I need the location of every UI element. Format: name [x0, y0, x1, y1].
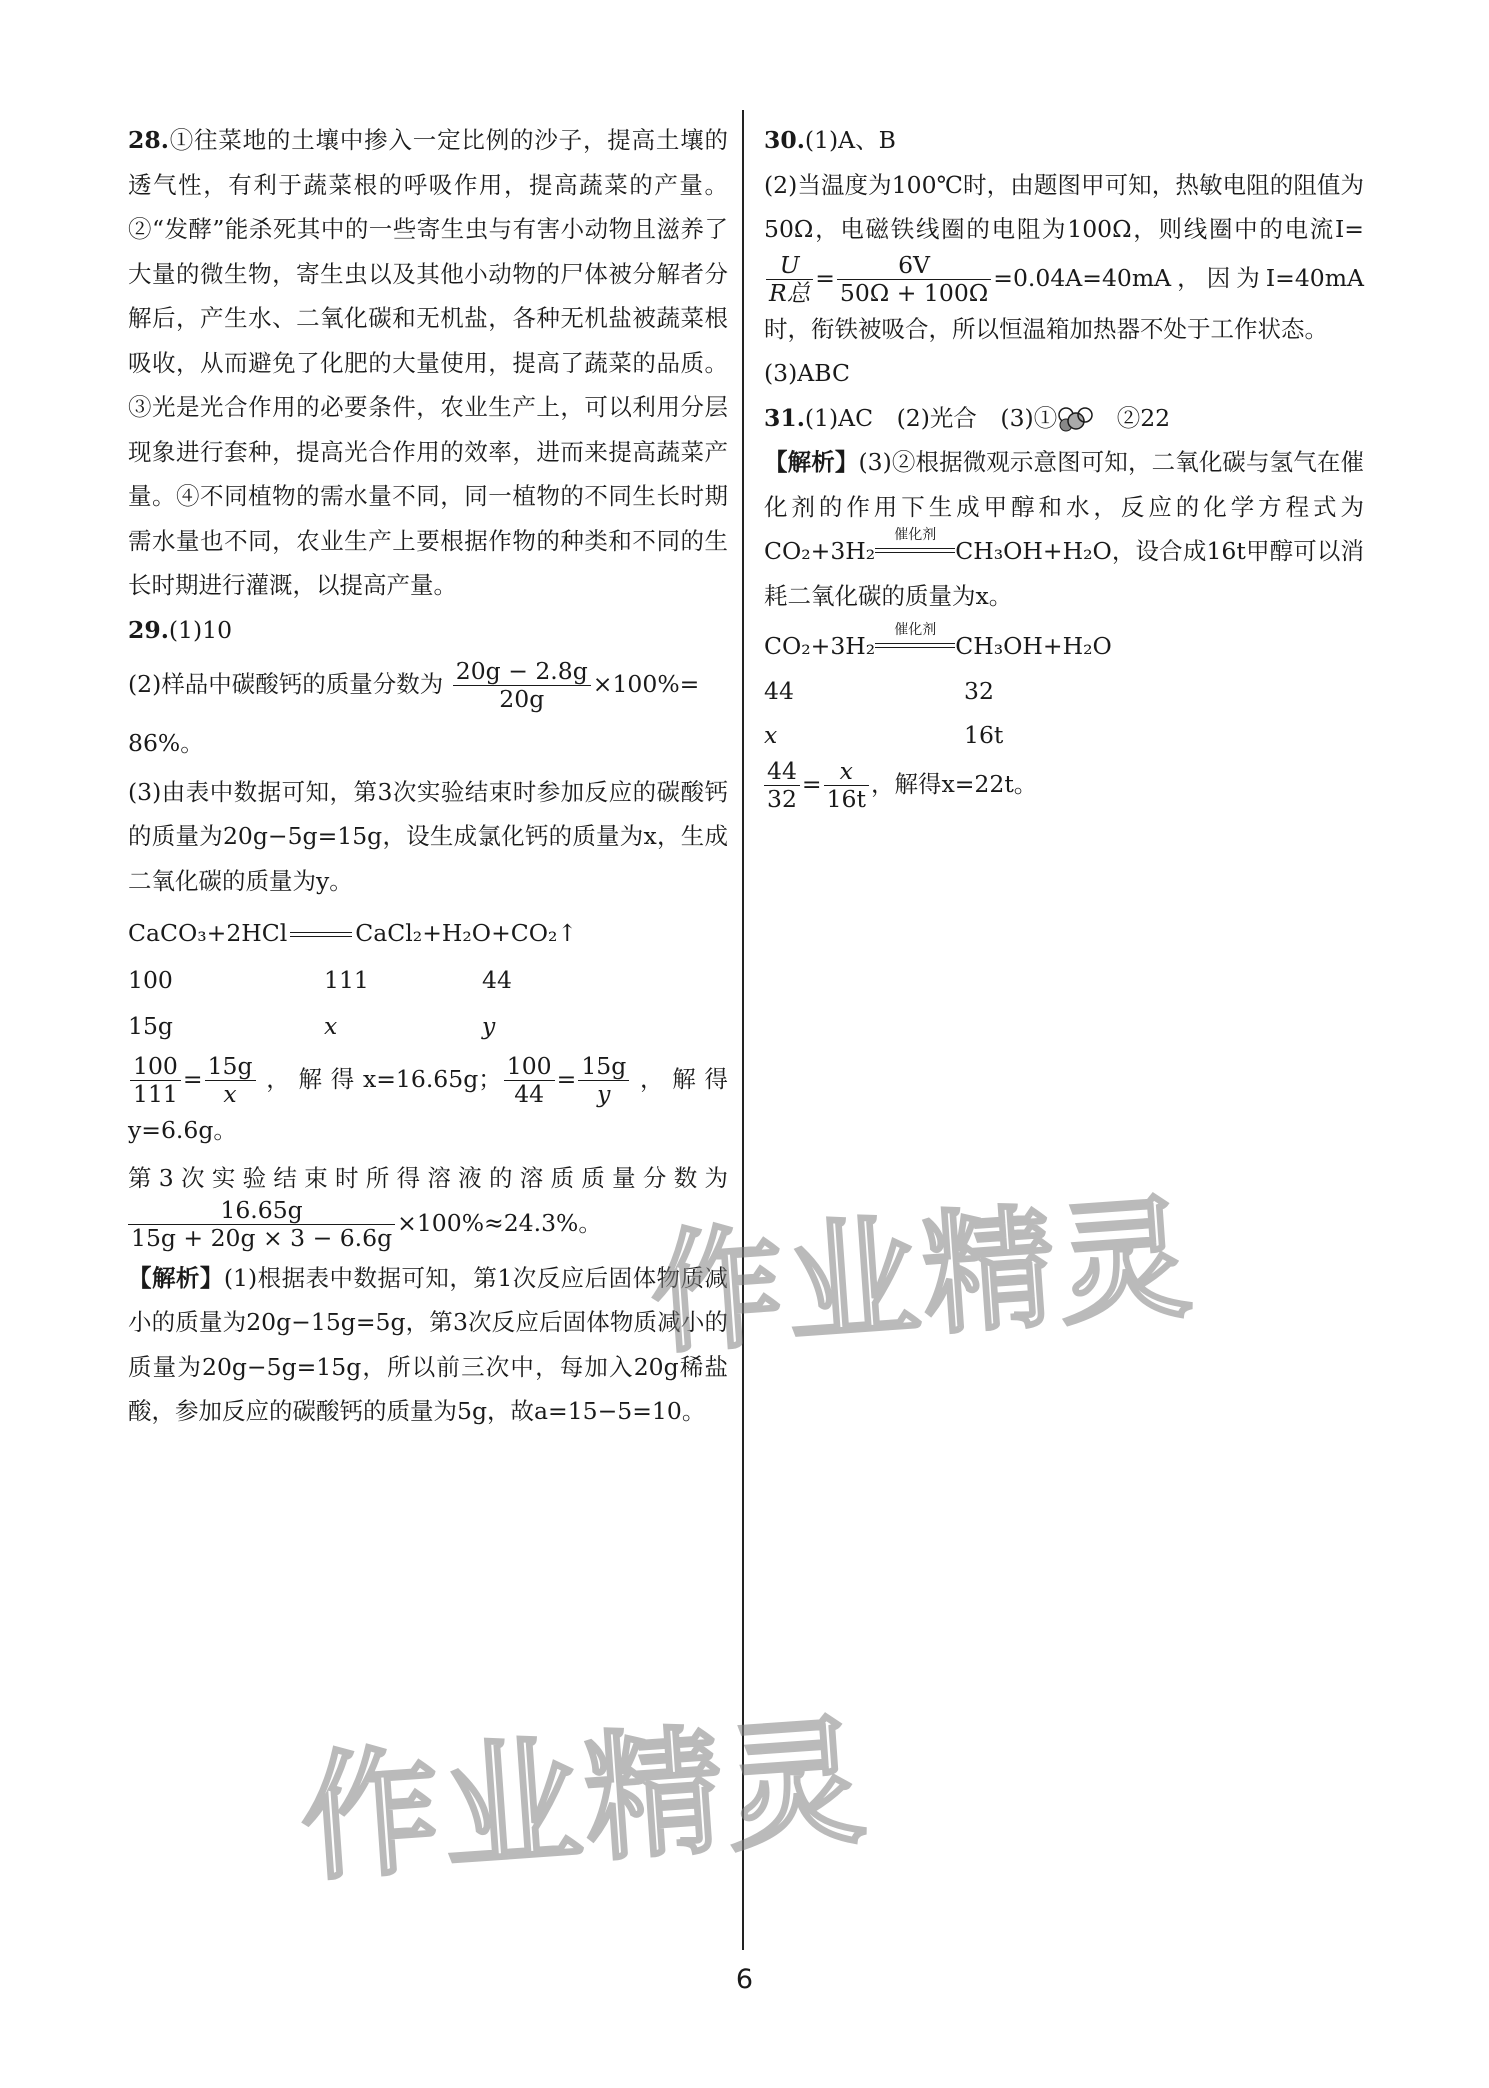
q29-analysis: 【解析】(1)根据表中数据可知，第1次反应后固体物质减小的质量为20g−15g=5g，第3次反应后固体物质减小的质量为20g−5g=15g，所以前三次中，每加入20g稀盐酸，参加反应的碳酸钙的质量为5g，故a=15−5=10。	[128, 1263, 728, 1426]
q30-part3: (3)ABC	[764, 359, 850, 388]
q29-number: 29.	[128, 615, 169, 644]
molar-mass-row: 44 32	[764, 676, 994, 705]
page-number: 6	[735, 1964, 754, 1995]
catalyst-equals: 催化剂	[875, 540, 955, 559]
question-28	[128, 118, 728, 608]
left-column	[128, 118, 728, 1434]
solution-fraction: $\frac{16.65g}{15g + 20g \times 3 - 6.6g}$ ×100%≈24.3%。	[128, 1197, 728, 1252]
fraction: $\frac{20g - 2.8g}{20g}$	[453, 658, 591, 713]
q29-part1: 29.(1)10	[128, 615, 233, 644]
equals-sign	[290, 932, 352, 937]
ratio-equations: $\frac{100}{111}$ = $\frac{15g}{x}$ ，解得x=16.65g； $\frac{100}{44}$ = $\frac{15g}{y}$ ，解得y=6.6g。	[128, 1051, 729, 1144]
q28-answer: ①往菜地的土壤中掺入一定比例的沙子，提高土壤的透气性，有利于蔬菜根的呼吸作用，提高蔬菜的产量。②“发酵”能杀死其中的一些寄生虫与有害小动物且滋养了大量的微生物，寄生虫以及其他小动物的尸体被分解者分解后，产生水、二氧化碳和无机盐，各种无机盐被蔬菜根吸收，从而避免了化肥的大量使用，提高了蔬菜的品质。③光是光合作用的必要条件，农业生产上，可以利用分层现象进行套种，提高光合作用的效率，进而来提高蔬菜产量。④不同植物的需水量不同，同一植物的不同生长时期需水量也不同，农业生产上要根据作物的种类和不同的生长时期进行灌溉，以提高产量。	[128, 126, 728, 599]
q29-part2-result: 86%。	[128, 729, 204, 758]
ratio-equation: $\frac{44}{32}$ = $\frac{x}{16t}$ ，解得x=22t。	[764, 758, 1364, 813]
q31-analysis: 【解析】(3)②根据微观示意图可知，二氧化碳与氢气在催化剂的作用下生成甲醇和水，反应的化学方程式为CO₂+3H₂ 催化剂 CH₃OH+H₂O，设合成16t甲醇可以消耗二氧化碳的质量为x。	[764, 448, 1364, 610]
q29-part3: (3)由表中数据可知，第3次实验结束时参加反应的碳酸钙的质量为20g−5g=15g，设生成氯化钙的质量为x，生成二氧化碳的质量为y。	[128, 777, 728, 895]
q30-part1: 30.(1)A、B	[764, 126, 896, 154]
mass-row: x 16t	[764, 721, 1004, 750]
equation-caco3: CaCO₃+2HCl CaCl₂+H₂O+CO₂↑	[128, 919, 578, 948]
column-divider	[742, 110, 744, 1950]
right-column	[764, 118, 1364, 813]
equation-co2: CO₂+3H₂ 催化剂 CH₃OH+H₂O	[764, 622, 1112, 661]
molar-mass-row: 100 111 44	[128, 965, 512, 994]
watermark: 作业精灵	[295, 1700, 874, 1901]
mass-row: 15g x y	[128, 1012, 496, 1041]
q29-part4: 第3次实验结束时所得溶液的溶质质量分数为	[128, 1164, 728, 1193]
molecule-icon	[1057, 406, 1093, 432]
q30-part2: (2)当温度为100℃时，由题图甲可知，热敏电阻的阻值为50Ω，电磁铁线圈的电阻为100Ω，则线圈中的电流I= $\frac{U}{\text{R总}}$ = $\frac{6V}{50\Omega + 100\Omega}$ =0.04A=40mA，因为I=40mA时，衔铁被吸合，所以恒温箱加热器不处于工作状态。	[764, 170, 1364, 343]
q28-number: 28.	[128, 126, 169, 154]
q31-answers: 31.(1)AC (2)光合 (3)① ②22	[764, 403, 1171, 432]
q29-part2: (2)样品中碳酸钙的质量分数为 $\frac{20g - 2.8g}{20g}$ ×100%=	[128, 657, 700, 714]
watermark: 作业精灵	[646, 1181, 1200, 1373]
